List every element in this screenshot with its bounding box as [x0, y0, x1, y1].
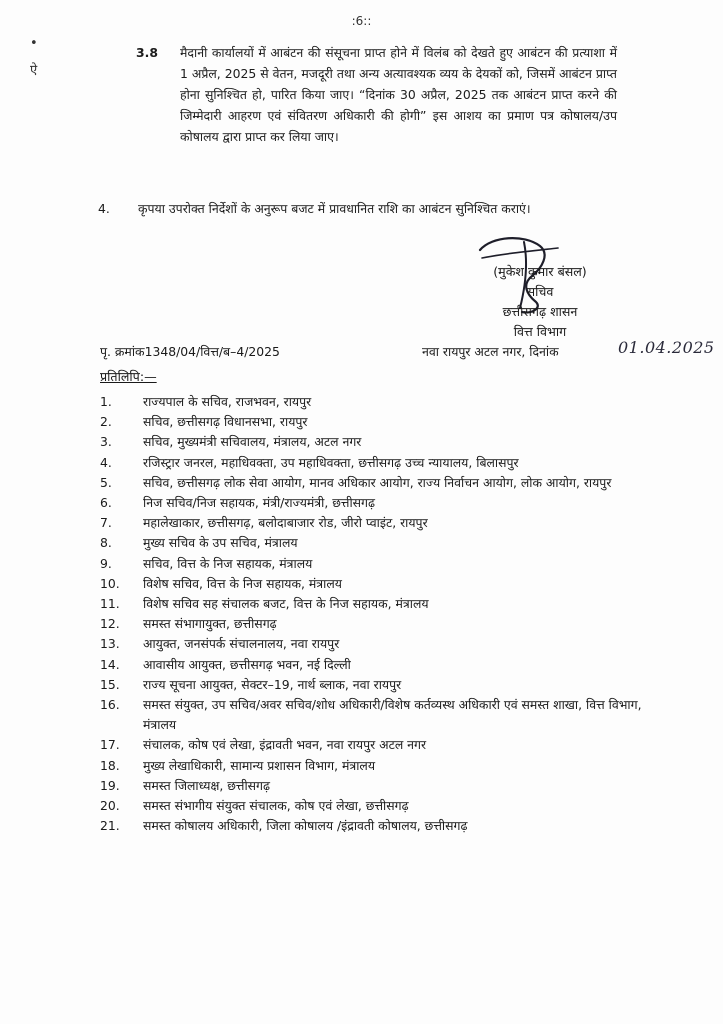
margin-mark: ऐ	[30, 63, 38, 78]
distribution-list	[100, 392, 660, 836]
item-text: मुख्य लेखाधिकारी, सामान्य प्रशासन विभाग, मंत्रालय	[143, 757, 376, 773]
list-item	[100, 533, 660, 553]
list-item	[100, 554, 660, 574]
item-number: 9.	[100, 555, 112, 571]
page-number: :6::	[351, 14, 372, 28]
paragraph-text: कृपया उपरोक्त निर्देशों के अनुरूप बजट में प्रावधानित राशि का आबंटन सुनिश्चित कराएं।	[138, 201, 531, 216]
signatory-designation: सचिव	[526, 284, 554, 299]
item-number: 10.	[100, 575, 120, 591]
list-item	[100, 776, 660, 796]
item-text: आवासीय आयुक्त, छत्तीसगढ़ भवन, नई दिल्ली	[143, 656, 351, 672]
item-number: 14.	[100, 656, 120, 672]
list-item	[100, 594, 660, 614]
margin-mark: •	[30, 36, 38, 51]
item-number: 12.	[100, 616, 120, 632]
paragraph-text: मैदानी कार्यालयों में आबंटन की संसूचना प्राप्त होने में विलंब को देखते हुए आबंटन की प्रत्याशा में 1 अप्रैल, 2025 से वेतन, मजदूरी तथा अन्य अत्यावश्यक व्यय के देयकों को, जिसमें आबंटन प्राप्त होना सुनिश्चित हो, पारित किया जाए। “दिनांक 30 अप्रैल, 2025 तक आबंटन प्राप्त करने की जिम्मेदारी आहरण एवं संवितरण अधिकारी की होगी” इस आशय का प्रमाण पत्र कोषालय/उप कोषालय द्वारा प्राप्त कर लिया जाए।	[180, 45, 617, 144]
list-item	[100, 473, 660, 493]
signatory-block	[440, 262, 640, 342]
item-text: समस्त जिलाध्यक्ष, छत्तीसगढ़	[143, 777, 271, 793]
item-text: समस्त कोषालय अधिकारी, जिला कोषालय /इंद्रावती कोषालय, छत्तीसगढ़	[143, 818, 468, 834]
list-item	[100, 634, 660, 654]
list-item	[100, 493, 660, 513]
item-text: निज सचिव/निज सहायक, मंत्री/राज्यमंत्री, छत्तीसगढ़	[143, 495, 376, 511]
item-text: विशेष सचिव, वित्त के निज सहायक, मंत्रालय	[143, 575, 342, 591]
item-number: 8.	[100, 535, 112, 551]
copy-heading: प्रतिलिपि:—	[100, 369, 157, 384]
list-item	[100, 756, 660, 776]
list-item	[100, 392, 660, 412]
reference-number: पृ. क्रमांक1348/04/वित्त/ब–4/2025	[100, 344, 280, 359]
list-item	[100, 675, 660, 695]
item-text: सचिव, मुख्यमंत्री सचिवालय, मंत्रालय, अटल नगर	[143, 434, 362, 450]
item-number: 11.	[100, 596, 120, 612]
item-text: महालेखाकार, छत्तीसगढ़, बलोदाबाजार रोड, जीरो प्वाइंट, रायपुर	[143, 515, 428, 531]
item-number: 17.	[100, 737, 120, 753]
list-item	[100, 412, 660, 432]
list-item	[100, 513, 660, 533]
signatory-government: छत्तीसगढ़ शासन	[502, 304, 578, 319]
list-item	[100, 816, 660, 836]
item-number: 16.	[100, 697, 120, 713]
item-text: रजिस्ट्रार जनरल, महाधिवक्ता, उप महाधिवक्ता, छत्तीसगढ़ उच्च न्यायालय, बिलासपुर	[143, 454, 519, 470]
item-text: सचिव, छत्तीसगढ़ विधानसभा, रायपुर	[143, 414, 308, 430]
signatory-department: वित्त विभाग	[513, 324, 567, 339]
paragraph-3-8	[136, 42, 617, 147]
item-number: 2.	[100, 414, 112, 430]
item-text: राज्य सूचना आयुक्त, सेक्टर–19, नार्थ ब्लाक, नवा रायपुर	[143, 676, 402, 692]
list-item	[100, 453, 660, 473]
item-text: आयुक्त, जनसंपर्क संचालनालय, नवा रायपुर	[143, 636, 340, 652]
item-text: विशेष सचिव सह संचालक बजट, वित्त के निज सहायक, मंत्रालय	[143, 596, 429, 612]
item-number: 6.	[100, 495, 112, 511]
list-item	[100, 655, 660, 675]
paragraph-4	[98, 198, 618, 219]
item-text: समस्त संभागीय संयुक्त संचालक, कोष एवं लेखा, छत्तीसगढ़	[143, 798, 409, 814]
item-text: समस्त संयुक्त, उप सचिव/अवर सचिव/शोध अधिकारी/विशेष कर्तव्यस्थ अधिकारी एवं समस्त शाखा, वित्त विभाग, मंत्रालय	[143, 697, 642, 733]
signatory-name: (मुकेश कुमार बंसल)	[493, 264, 587, 279]
item-number: 1.	[100, 394, 112, 409]
item-number: 21.	[100, 818, 120, 834]
item-text: मुख्य सचिव के उप सचिव, मंत्रालय	[143, 535, 298, 551]
item-text: राज्यपाल के सचिव, राजभवन, रायपुर	[143, 394, 312, 409]
list-item	[100, 432, 660, 452]
item-text: सचिव, छत्तीसगढ़ लोक सेवा आयोग, मानव अधिकार आयोग, राज्य निर्वाचन आयोग, लोक आयोग, रायपुर	[143, 474, 612, 490]
item-text: समस्त संभागायुक्त, छत्तीसगढ़	[143, 616, 277, 632]
item-number: 13.	[100, 636, 120, 652]
list-item	[100, 614, 660, 634]
list-item	[100, 695, 660, 735]
item-number: 3.	[100, 434, 112, 450]
handwritten-date: 01.04.2025	[618, 338, 715, 357]
paragraph-number: 4.	[98, 201, 110, 216]
list-item	[100, 574, 660, 594]
item-number: 19.	[100, 777, 120, 793]
list-item	[100, 735, 660, 755]
item-number: 7.	[100, 515, 112, 531]
paragraph-number: 3.8	[136, 45, 158, 60]
item-number: 5.	[100, 474, 112, 490]
item-text: सचिव, वित्त के निज सहायक, मंत्रालय	[143, 555, 313, 571]
item-number: 18.	[100, 757, 120, 773]
item-number: 15.	[100, 676, 120, 692]
item-number: 4.	[100, 454, 112, 470]
item-text: संचालक, कोष एवं लेखा, इंद्रावती भवन, नवा रायपुर अटल नगर	[143, 737, 427, 753]
list-item	[100, 796, 660, 816]
item-number: 20.	[100, 798, 120, 814]
place-date-label: नवा रायपुर अटल नगर, दिनांक	[422, 344, 559, 359]
